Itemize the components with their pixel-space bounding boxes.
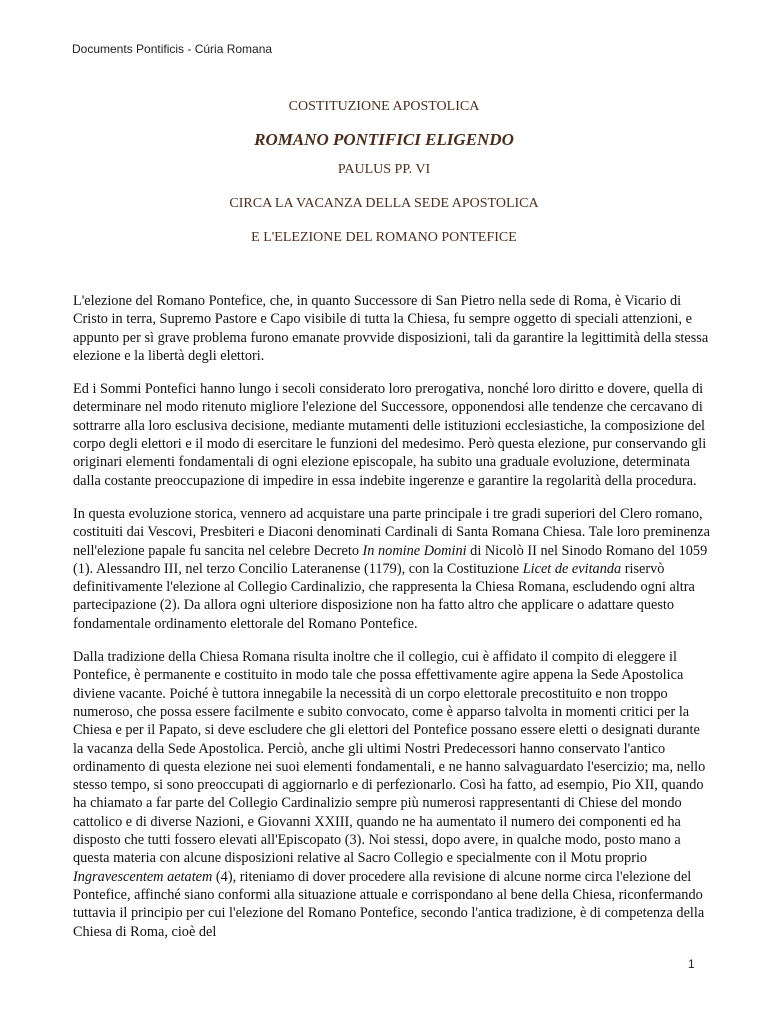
document-title: ROMANO PONTIFICI ELIGENDO: [254, 130, 514, 149]
paragraph-3-text-c: riservò definitivamente l'elezione al Collegio Cardinalizio, che rappresenta la Chiesa Romana, escludendo ogni altra partecipazione (2). Da allora ogni ulteriore disposizione non ha fatto altro che applicare o adattare questo fondamentale ordinamento elettorale del Romano Pontefice.: [73, 560, 695, 632]
paragraph-1: L'elezione del Romano Pontefice, che, in quanto Successore di San Pietro nella sede di Roma, è Vicario di Cristo in terra, Supremo Pastore e Capo visibile di tutta la Chiesa, fu sempre oggetto di speciali attenzioni, e appunto per sì grave problema furono emanate provvide disposizioni, tali da garantire la legittimità della stessa elezione e la libertà degli elettori.: [73, 293, 709, 364]
document-author: PAULUS PP. VI: [337, 162, 431, 177]
running-header: Documents Pontificis - Cúria Romana: [72, 42, 273, 56]
paragraph-3: [73, 505, 713, 633]
paragraph-4-text-b: (4), riteniamo di dover procedere alla revisione di alcune norme circa l'elezione del Pontefice, affinché siano conformi alla situazione attuale e corrispondano al bene della Chiesa, riconfermando tuttavia il principio per cui l'elezione del Romano Pontefice, secondo l'antica tradizione, è di competenza della Chiesa di Roma, cioè del: [73, 868, 705, 940]
document-subtitle-2: E L'ELEZIONE DEL ROMANO PONTEFICE: [251, 230, 517, 245]
document-kicker: COSTITUZIONE APOSTOLICA: [288, 99, 480, 114]
citation-in-nomine-domini: In nomine Domini: [362, 542, 467, 559]
citation-licet-de-evitanda: Licet de evitanda: [522, 560, 622, 577]
document-body: [73, 292, 713, 956]
page-number: 1: [688, 957, 695, 971]
title-block: [0, 98, 768, 263]
paragraph-4: [73, 648, 713, 941]
paragraph-3-text-a: In questa evoluzione storica, vennero ad acquistare una parte principale i tre gradi superiori del Clero romano, costituiti dai Vescovi, Presbiteri e Diaconi denominati Cardinali di Santa Romana Chiesa. Tale loro preminenza nell'elezione papale fu sancita nel celebre Decreto: [73, 505, 710, 559]
paragraph-4-text-a: Dalla tradizione della Chiesa Romana risulta inoltre che il collegio, cui è affidato il compito di eleggere il Pontefice, è permanente e costituito in modo tale che possa effettivamente agire appena la Sede Apostolica diviene vacante. Poiché è tuttora innegabile la necessità di un corpo elettorale precostituito e non troppo numeroso, che possa essere facilmente e subito convocato, come è apparso talvolta in momenti critici per la Chiesa e per il Papato, si deve escludere che gli elettori del Pontefice possano essere eletti o designati durante la vacanza della Sede Apostolica. Perciò, anche gli ultimi Nostri Predecessori hanno conservato l'antico ordinamento di questa elezione nei suoi elementi fondamentali, e ne hanno salvaguardato l'esercizio; ma, nello stesso tempo, si sono preoccupati di aggiornarlo e di perfezionarlo. Così ha fatto, ad esempio, Pio XII, quando ha chiamato a far parte del Collegio Cardinalizio sempre più numerosi rappresentanti di Chiese del mondo cattolico e di diverse Nazioni, e Giovanni XXIII, quando ne ha aumentato il numero dei componenti ed ha disposto che tutti fossero elevati all'Episcopato (3). Noi stessi, dopo avere, in qualche modo, posto mano a questa materia con alcune disposizioni relative al Sacro Collegio e specialmente con il Motu proprio: [73, 649, 706, 867]
paragraph-2: Ed i Sommi Pontefici hanno lungo i secoli considerato loro prerogativa, nonché loro diritto e dovere, quella di determinare nel modo ritenuto migliore l'elezione del Successore, opponendosi alle tendenze che cercavano di sottrarre alla loro esclusiva decisione, mediante mutamenti delle istituzioni ecclesiastiche, la composizione del corpo degli elettori e il modo di esercitare le funzioni del medesimo. Però questa elezione, pur conservando gli originari elementi fondamentali di ogni elezione episcopale, ha subito una graduale evoluzione, determinata dalla costante preoccupazione di impedire in essa indebite ingerenze e garantire la regolarità della procedura.: [73, 381, 707, 489]
document-subtitle-1: CIRCA LA VACANZA DELLA SEDE APOSTOLICA: [229, 196, 539, 211]
paragraph-3-text-b: di Nicolò II nel Sinodo Romano del 1059 (1). Alessandro III, nel terzo Concilio Lateranense (1179), con la Costituzione: [73, 542, 708, 577]
citation-ingravescentem-aetatem: Ingravescentem aetatem: [73, 868, 213, 885]
